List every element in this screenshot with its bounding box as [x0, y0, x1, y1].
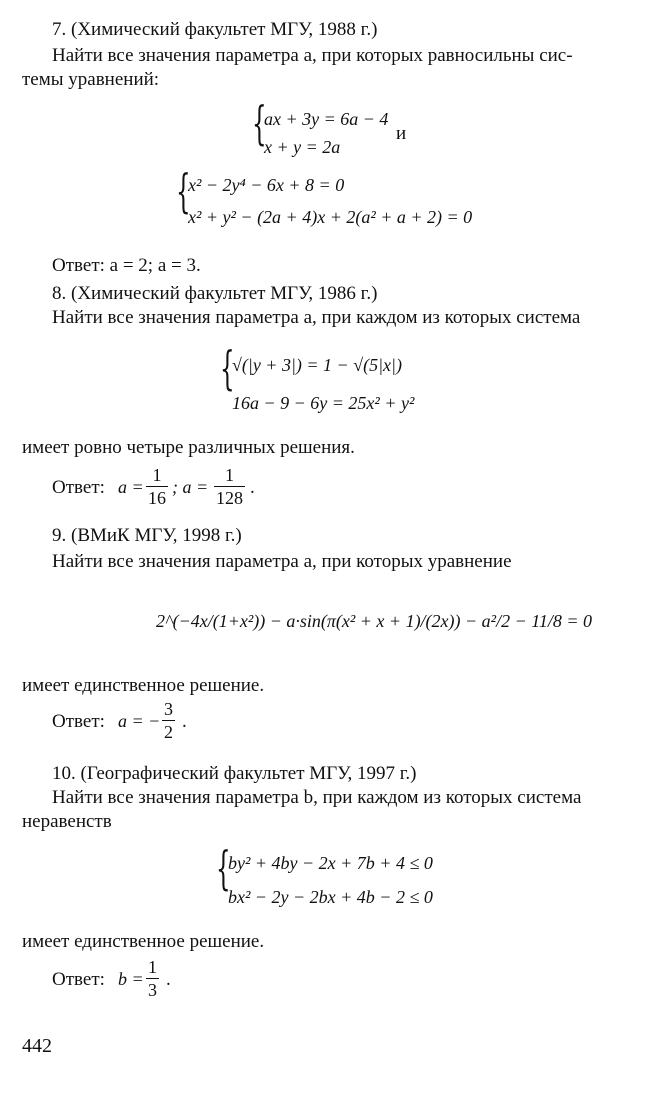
problem-9-equation: 2^(−4x/(1+x²)) − a·sin(π(x² + x + 1)/(2x)) − a²/2 − 11/8 = 0 — [156, 611, 593, 631]
system-brace: { — [252, 96, 267, 150]
fraction-denominator: 16 — [148, 488, 166, 508]
problem-7-text-line1: Найти все значения параметра a, при которых равносильны сис- — [52, 45, 573, 66]
problem-8-header: 8. (Химический факультет МГУ, 1986 г.) — [52, 283, 378, 304]
problem-7-system1-eq1: ax + 3y = 6a − 4 — [264, 109, 389, 129]
fraction-numerator: 1 — [148, 957, 157, 977]
problem-10-answer-lhs: b = — [118, 969, 144, 989]
fraction-denominator: 3 — [148, 980, 157, 1000]
problem-10-ineq1: by² + 4by − 2x + 7b + 4 ≤ 0 — [228, 853, 433, 873]
problem-7-system2-eq2: x² + y² − (2a + 4)x + 2(a² + a + 2) = 0 — [188, 207, 473, 227]
answer-fraction — [146, 466, 168, 507]
fraction-numerator: 1 — [152, 465, 162, 485]
problem-8-eq1: √(|y + 3|) = 1 − √(5|x|) — [232, 355, 402, 375]
problem-8-text-line1: Найти все значения параметра a, при каждом из которых система — [52, 307, 581, 328]
system-brace: { — [216, 841, 231, 895]
fraction-denominator: 2 — [164, 722, 173, 742]
problem-8-eq2: 16a − 9 − 6y = 25x² + y² — [232, 393, 415, 413]
problem-8-answer-lhs: a = — [118, 477, 144, 497]
problem-8-text-after: имеет ровно четыре различных решения. — [22, 437, 355, 458]
problem-10-text-after: имеет единственное решение. — [22, 931, 265, 952]
fraction-numerator: 3 — [164, 699, 173, 719]
answer-fraction — [146, 958, 159, 999]
problem-9-header: 9. (ВМиК МГУ, 1998 г.) — [52, 525, 242, 546]
problem-9-answer-label: Ответ: — [52, 711, 105, 732]
fraction-denominator: 128 — [216, 488, 243, 508]
problem-7-conjunction: и — [396, 123, 407, 144]
problem-7-answer: Ответ: a = 2; a = 3. — [52, 255, 201, 276]
problem-8-answer-mid: ; a = — [172, 477, 209, 497]
problem-7-header: 7. (Химический факультет МГУ, 1988 г.) — [52, 19, 378, 40]
page-number: 442 — [22, 1035, 52, 1057]
problem-9-answer-end: . — [182, 711, 187, 732]
answer-fraction — [162, 700, 175, 741]
problem-10-text-line2: неравенств — [22, 811, 112, 832]
problem-10-ineq2: bx² − 2y − 2bx + 4b − 2 ≤ 0 — [228, 887, 433, 907]
problem-10-header: 10. (Географический факультет МГУ, 1997 г.) — [52, 763, 417, 784]
problem-10-text-line1: Найти все значения параметра b, при каждом из которых система — [52, 787, 582, 808]
system-brace: { — [176, 164, 191, 218]
answer-fraction — [214, 466, 245, 507]
problem-8-answer-end: . — [250, 477, 255, 498]
problem-7-system1-eq2: x + y = 2a — [264, 137, 341, 157]
problem-9-text-after: имеет единственное решение. — [22, 675, 265, 696]
problem-10-answer-label: Ответ: — [52, 969, 105, 990]
problem-10-answer-end: . — [166, 969, 171, 990]
problem-8-answer-label: Ответ: — [52, 477, 105, 498]
problem-7-system2-eq1: x² − 2y⁴ − 6x + 8 = 0 — [188, 175, 345, 195]
fraction-numerator: 1 — [225, 465, 234, 485]
problem-7-text-line2: темы уравнений: — [22, 69, 160, 90]
problem-9-answer-lhs: a = − — [118, 711, 161, 731]
problem-9-text-line1: Найти все значения параметра a, при которых уравнение — [52, 551, 512, 572]
system-brace: { — [220, 341, 235, 395]
